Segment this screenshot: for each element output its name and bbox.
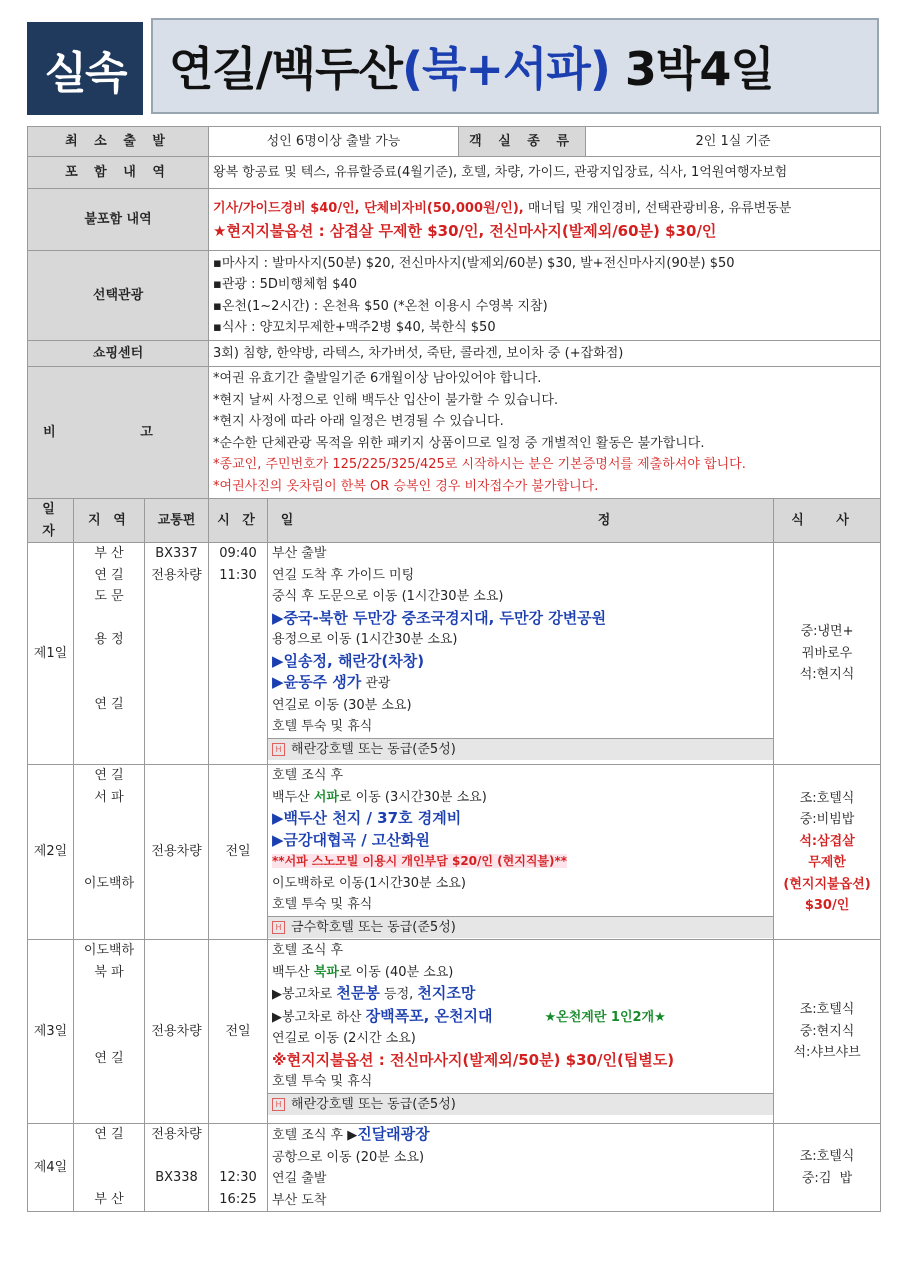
itinerary-highlight: ▶금강대협곡 / 고산화원 [272,830,430,849]
hotel-icon: H [272,1098,285,1111]
hotel-line [268,1093,773,1116]
hotel-line [268,916,773,939]
region: 이도백하 [83,875,135,891]
meal: 조:호텔식 [799,790,855,806]
room-type-label: 객 실 종 류 [459,127,586,157]
included-row [28,157,881,189]
optional-item: ▪식사 : 양꼬치무제한+맥주2병 $40, 북한식 $50 [213,320,496,335]
optional-tour-label: 선택관광 [28,251,209,341]
itinerary-highlight: ▶일송정, 해란강(차창) [272,651,425,670]
massage-option: ※현지지불옵션 : 전신마사지(발제외/50분) $30/인(팁별도) [272,1050,675,1069]
region: 연 길 [94,696,124,712]
min-departure-value: 성인 6명이상 출발 가능 [209,127,459,157]
region: 이도백하 [83,943,135,958]
time: 09:40 [219,546,257,561]
time: 16:25 [219,1191,257,1207]
day-row [28,1124,881,1212]
min-departure-row [28,127,881,157]
egg-note: ★온천계란 1인2개★ [544,1009,666,1025]
itinerary-place: 서파 [313,789,339,805]
meal: 석:현지식 [799,667,855,683]
min-departure-label: 최 소 출 발 [28,127,209,157]
day-row [28,940,881,1124]
remarks-row [28,367,881,499]
meal: (현지지불옵션) [783,876,871,892]
itinerary-place: 북파 [313,964,339,980]
itinerary-line: 연길 도착 후 가이드 미팅 [272,567,415,583]
meal: 조:호텔식 [799,1149,855,1164]
flight-number: BX337 [155,546,198,561]
itinerary-line: 연길 출발 [272,1171,327,1186]
itinerary-highlight: 장백폭포, 온천지대 [365,1006,493,1025]
remark-item: *현지 사정에 따라 아래 일정은 변경될 수 있습니다. [213,414,504,429]
optional-item: ▪온천(1~2시간) : 온천욕 $50 (*온천 이용시 수영복 지참) [213,298,548,314]
time: 11:30 [219,567,257,583]
shopping-row [28,341,881,367]
hotel-icon: H [272,743,285,756]
region: 북 파 [94,964,124,980]
title-duration: 3박4일 [609,42,774,96]
flight-number: BX338 [155,1170,198,1185]
region: 서 파 [94,789,124,805]
hotel-name: 해란강호텔 또는 동급(준5성) [291,1096,456,1112]
region: 용 정 [94,632,124,647]
snowmobile-note: **서파 스노모빌 이용시 개인부담 $20/인 (현지직불)** [272,854,568,868]
itinerary-highlight: ▶중국-북한 두만강 중조국경지대, 두만강 강변공원 [272,608,607,627]
meal: 중:현지식 [799,1023,855,1039]
remark-item: *현지 날씨 사정으로 인해 백두산 입산이 불가할 수 있습니다. [213,392,559,408]
meal: 조:호텔식 [799,1002,855,1018]
itinerary-line: 등정, [379,987,418,1002]
itinerary-line: 호텔 조식 후 [272,768,344,783]
itinerary-highlight: 천지조망 [417,984,476,1002]
excluded-line-1 [213,198,876,220]
remark-warning: *종교인, 주민번호가 125/225/325/425로 시작하시는 분은 기본증명서를 제출하셔야 합니다. [213,457,746,472]
optional-item: ▪관광 : 5D비행체험 $40 [213,277,358,292]
itinerary-line: 백두산 [272,964,314,980]
itinerary-highlight: ▶백두산 천지 / 37호 경계비 [272,809,462,827]
product-badge: 실속 [27,22,143,115]
excluded-rest: 매너팁 및 개인경비, 선택관광비용, 유류변동분 [523,200,792,216]
time: 전일 [209,940,268,1124]
itinerary-line: 관광 [361,676,391,691]
region: 부 산 [94,546,124,561]
col-time: 시 간 [209,499,268,543]
excluded-label: 불포함 내역 [28,189,209,251]
hotel-name: 해란강호텔 또는 동급(준5성) [291,741,456,757]
excluded-local-options: ★현지지불옵션 : 삼겹살 무제한 $30/인, 전신마사지(발제외/60분) $30/인 [213,221,717,240]
itinerary-highlight: 진달래광장 [357,1125,430,1143]
shopping-value: 3회) 침향, 한약방, 라텍스, 차가버섯, 죽탄, 콜라겐, 보이차 중 (+잡화점) [209,341,881,367]
itinerary-line: ▶봉고차로 [272,987,337,1002]
itinerary-line: 공항으로 이동 (20분 소요) [272,1149,425,1165]
schedule-header-row [28,499,881,543]
optional-tour-row [28,251,881,341]
itinerary-highlight: 천문봉 [336,984,380,1002]
day-label: 제2일 [28,765,74,940]
meal: 꿔바로우 [801,645,853,661]
transport: 전용차량 [151,567,202,583]
itinerary-line: 이도백하로 이동(1시간30분 소요) [272,875,466,891]
hotel-icon: H [272,921,285,934]
day-row [28,765,881,940]
remark-warning: *여권사진의 옷차림이 한복 OR 승복인 경우 비자접수가 불가합니다. [213,478,599,494]
col-transport: 교통편 [145,499,209,543]
region: 연 길 [94,1050,124,1066]
region: 도 문 [94,589,124,604]
transport: 전용차량 [151,1127,202,1142]
itinerary-line: 연길로 이동 (2시간 소요) [272,1031,416,1046]
meal: $30/인 [804,898,850,913]
meal: 석:삼겹살 [799,833,855,849]
meal: 중:김 밥 [801,1170,853,1186]
hotel-line [268,738,773,761]
transport: 전용차량 [145,940,209,1124]
itinerary-line: 로 이동 (3시간30분 소요) [338,789,487,805]
region: 부 산 [94,1191,124,1207]
shopping-label: 쇼핑센터 [28,341,209,367]
excluded-row [28,189,881,251]
itinerary-line: 연길로 이동 (30분 소요) [272,697,412,713]
itinerary-line: ▶봉고차로 하산 [272,1009,366,1025]
day-label: 제1일 [28,543,74,765]
tour-table [27,126,881,1212]
itinerary-highlight: ▶윤동주 생가 [272,673,362,691]
itinerary-line: 중식 후 도문으로 이동 (1시간30분 소요) [272,589,504,604]
region: 연 길 [94,768,124,783]
hotel-name: 금수학호텔 또는 동급(준5성) [291,919,456,935]
col-meal: 식 사 [774,499,881,543]
excluded-fees: 기사/가이드경비 $40/인, 단체비자비(50,000원/인), [213,200,524,216]
itinerary-line: 백두산 [272,789,314,805]
title-route: (북+서파) [401,42,610,96]
remarks-label: 비 고 [28,367,209,499]
itinerary-line: 로 이동 (40분 소요) [338,964,454,980]
meal: 무제한 [808,855,846,870]
itinerary-line: 부산 도착 [272,1192,327,1208]
region: 연 길 [94,1127,124,1142]
remark-item: *여권 유효기간 출발일기준 6개월이상 남아있어야 합니다. [213,371,542,386]
page-title [151,18,879,114]
time: 12:30 [219,1170,257,1185]
itinerary-line: 호텔 투숙 및 휴식 [272,719,373,734]
itinerary-line: 호텔 조식 후 [272,943,344,958]
meal: 석:샤브샤브 [793,1045,861,1061]
day-row [28,543,881,765]
itinerary-line: 호텔 투숙 및 휴식 [272,897,373,912]
col-region: 지 역 [74,499,145,543]
included-label: 포 함 내 역 [28,157,209,189]
title-destination: 연길/백두산 [169,42,402,96]
region: 연 길 [94,567,124,583]
col-day: 일 자 [28,499,74,543]
itinerary-line: 용정으로 이동 (1시간30분 소요) [272,632,458,647]
meal: 중:냉면+ [800,624,854,640]
transport: 전용차량 [145,765,209,940]
day-label: 제4일 [28,1124,74,1212]
optional-item: ▪마사지 : 발마사지(50분) $20, 전신마사지(발제외/60분) $30, 발+전신마사지(90분) $50 [213,255,735,271]
included-value: 왕복 항공료 및 텍스, 유류할증료(4월기준), 호텔, 차량, 가이드, 관광지입장료, 식사, 1억원여행자보험 [209,157,881,189]
itinerary-line: 부산 출발 [272,546,327,561]
room-type-value: 2인 1실 기준 [586,127,881,157]
day-label: 제3일 [28,940,74,1124]
itinerary-line: 호텔 투숙 및 휴식 [272,1074,373,1089]
meal: 중:비빔밥 [799,812,855,827]
time: 전일 [209,765,268,940]
col-itinerary: 일 정 [268,499,774,543]
itinerary-line: 호텔 조식 후 ▶ [272,1128,358,1143]
remark-item: *순수한 단체관광 목적을 위한 패키지 상품이므로 일정 중 개별적인 활동은 불가합니다. [213,435,705,451]
